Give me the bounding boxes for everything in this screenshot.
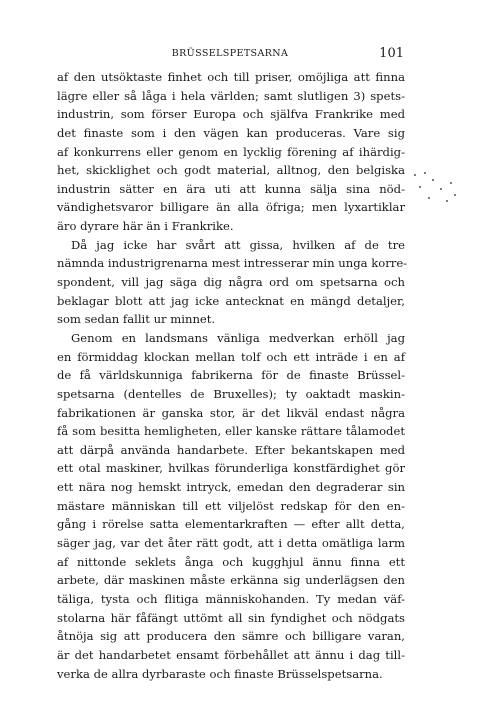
running-head-title: BRÜSSELSPETSARNA [171,48,289,59]
text-line: Då jag icke har svårt att gissa, hvilken af de tre [71,237,405,252]
text-line: att därpå använda handarbete. Efter bekantskapen med [57,442,405,457]
text-line: industrin sätter en ära uti att kunna sälja sina nöd- [57,181,405,196]
text-line: täliga, tysta och flitiga människohanden. Ty medan väf- [57,591,405,606]
text-line: ett otal maskiner, hvilkas förunderliga konstfärdighet gör [57,461,405,476]
text-line: åtnöja sig att producera den sämre och billigare varan, [57,629,405,644]
text-line: nämnda industrigrenarna mest intresserar min unga korre- [57,256,408,271]
text-line: spondent, vill jag säga dig några ord om spetsarna och [57,275,405,290]
text-line: äro dyrare här än i Frankrike. [57,219,234,234]
text-line: få som besitta hemligheten, eller kanske rättare tålamodet [57,424,405,439]
running-head [56,46,404,62]
text-line: säger jag, var det åter rätt godt, att i detta omätliga larm [57,536,405,551]
text-line: het, skicklighet och godt material, alltnog, den belgiska [57,163,405,178]
text-line: stolarna här fåfängt uttömt all sin fyndighet och nödgats [57,610,405,625]
text-line: är det handarbetet ensamt förbehållet att ännu i dag till- [57,647,405,662]
text-line: ett nära nog hemskt intryck, emedan den degraderar sin [57,480,405,495]
text-line: en förmiddag klockan mellan tolf och ett inträde i en af [57,349,405,364]
text-line: spetsarna (dentelles de Bruxelles); ty oaktadt maskin- [57,386,405,401]
text-line: de få världskunniga fabrikerna för de finaste Brüssel- [57,368,405,383]
text-line: beklagar blott att jag icke antecknat en mängd detaljer, [57,293,405,308]
page-number: 101 [379,46,404,61]
text-line: vändighetsvaror billigare än alla öfriga; men lyxartiklar [57,200,405,215]
text-line: af nittonde seklets ånga och kugghjul ännu finna ett [57,554,405,569]
text-line: det finaste som i den vägen kan produceras. Vare sig [57,125,405,140]
body-text [57,68,408,683]
text-line: af konkurrens eller genom en lycklig förening af ihärdig- [57,144,405,159]
text-line: arbete, där maskinen måste erkänna sig underlägsen den [57,573,405,588]
text-line: Genom en landsmans vänliga medverkan erhöll jag [71,330,405,345]
text-line: verka de allra dyrbaraste och finaste Brüsselspetsarna. [57,666,383,681]
text-line: lägre eller så låga i hela världen; samt slutligen 3) spets- [57,88,405,103]
text-line: som sedan fallit ur minnet. [57,312,216,327]
text-line: af den utsöktaste finhet och till priser, omöjliga att finna [57,70,405,84]
text-line: mästare människan till ett viljelöst redskap för den en- [57,498,405,513]
text-line: fabrikationen är ganska stor, är det likväl endast några [57,405,405,420]
text-line: gång i rörelse satta elementarkraften — efter allt detta, [57,517,405,532]
text-line: industrin, som förser Europa och själfva Frankrike med [57,107,405,122]
print-specks [410,170,460,210]
